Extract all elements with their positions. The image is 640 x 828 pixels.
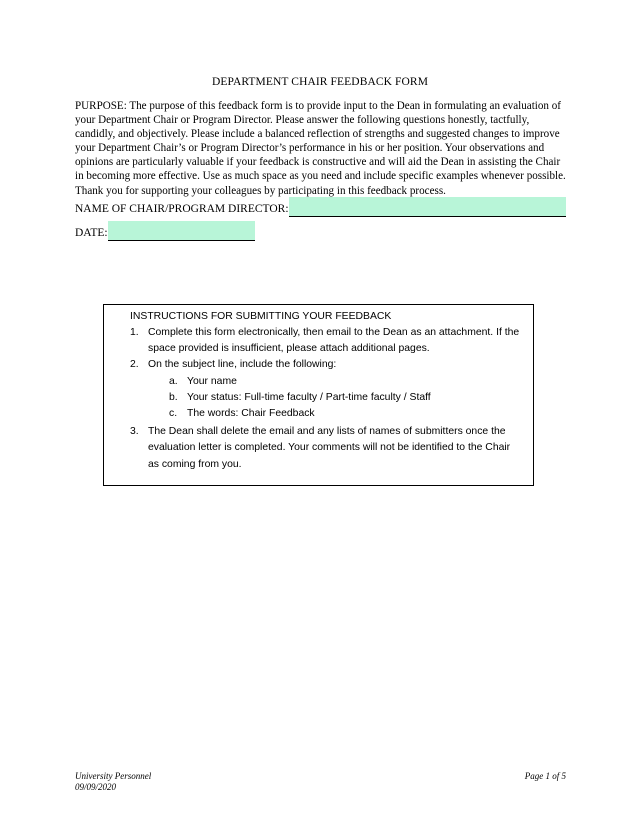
- instruction-text: Complete this form electronically, then email to the Dean as an attachment. If the space provided is insufficient, please attach additional pages.: [148, 327, 520, 355]
- instruction-number: 2.: [130, 359, 139, 371]
- instruction-subitem-b: [104, 390, 535, 406]
- purpose-paragraph: PURPOSE: The purpose of this feedback form is to provide input to the Dean in formulating an evaluation of your Department Chair or Program Director. Please answer the following questions honestly, tactfully, candidly, and objectively. Please include a balanced reflection of strengths and suggested changes to improve your Department Chair’s or Program Director’s performance in his or her position. Your observations and opinions are particularly valuable if your feedback is constructive and will aid the Dean in assisting the Chair in becoming more effective. Use as much space as you need and include specific examples whenever possible. Thank you for supporting your colleagues by participating in this feedback process.: [75, 100, 566, 197]
- instruction-item-2: [104, 357, 535, 373]
- subitem-letter: c.: [169, 408, 178, 420]
- date-row: [75, 221, 255, 241]
- instruction-number: 1.: [130, 327, 139, 338]
- form-title: DEPARTMENT CHAIR FEEDBACK FORM: [211, 76, 429, 88]
- instruction-subitem-c: [104, 406, 535, 422]
- footer-org: University Personnel: [75, 771, 152, 781]
- instructions-box: [103, 304, 534, 486]
- subitem-letter: b.: [169, 391, 178, 403]
- subitem-text: Your name: [187, 375, 237, 387]
- chair-name-input[interactable]: [289, 197, 566, 217]
- footer-left: [75, 771, 151, 793]
- date-input[interactable]: [108, 221, 255, 241]
- instructions-heading: INSTRUCTIONS FOR SUBMITTING YOUR FEEDBACK: [130, 311, 392, 322]
- instruction-text: On the subject line, include the following:: [148, 359, 337, 371]
- instruction-item-3: [104, 424, 535, 473]
- chair-name-row: [75, 197, 566, 217]
- subitem-text: Your status: Full-time faculty / Part-time faculty / Staff: [187, 391, 431, 403]
- instruction-text: The Dean shall delete the email and any lists of names of submitters once the evaluation letter is completed. Your comments will not be identified to the Chair as coming from you.: [148, 426, 511, 470]
- subitem-text: The words: Chair Feedback: [187, 408, 315, 420]
- instruction-number: 3.: [130, 426, 139, 438]
- instruction-item-1: [104, 325, 535, 357]
- subitem-letter: a.: [169, 375, 178, 387]
- footer-date: 09/09/2020: [75, 782, 117, 792]
- date-label: DATE:: [75, 227, 108, 239]
- instruction-subitem-a: [104, 374, 535, 390]
- page-number: Page 1 of 5: [524, 771, 566, 781]
- chair-name-label: NAME OF CHAIR/PROGRAM DIRECTOR:: [75, 203, 289, 215]
- instructions-list: [104, 325, 535, 473]
